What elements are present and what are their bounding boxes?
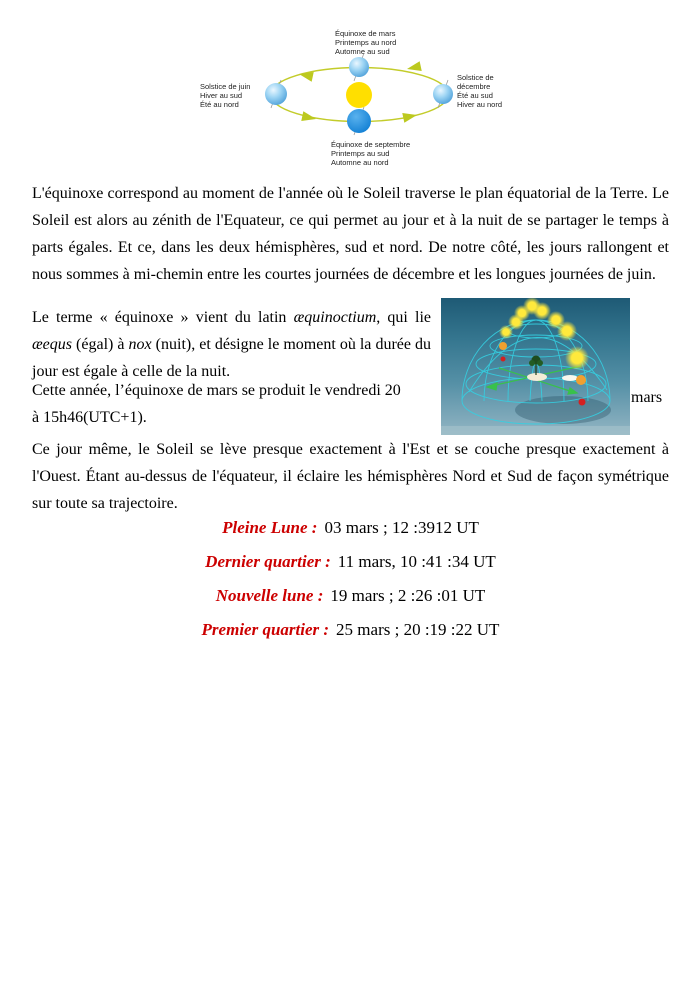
sea-foreground-strip [441, 426, 630, 435]
etymology-text-4: (nuit), et désigne le moment où la durée du jour est égale à celle de la nuit. [32, 336, 432, 380]
sun-orange-left-icon [499, 342, 507, 350]
sun-red-right-icon [579, 399, 586, 406]
label-march-line1: Équinoxe de mars [335, 29, 396, 38]
label-september-line1: Équinoxe de septembre [331, 140, 411, 149]
paragraph-etymology [32, 304, 431, 385]
paragraph-date-line1: Cette année, l’équinoxe de mars se produit le vendredi 20 [32, 382, 401, 399]
earth-june-icon [265, 83, 287, 105]
label-march-line3: Automne au sud [335, 47, 390, 56]
earth-march-icon [349, 57, 369, 77]
label-march-line2: Printemps au nord [335, 38, 397, 47]
label-september-line2: Printemps au sud [331, 149, 390, 158]
moon-phase-item-first-quarter [32, 616, 669, 643]
paragraph-sun-trajectory: Ce jour même, le Soleil se lève presque exactement à l'Est et se couche presque exactement à l'Ouest. Étant au-dessus de l'équateur, il éclaire les hémisphères Nord et Sud de façon symétrique sur toute sa trajectoire. [32, 441, 669, 512]
moon-phase-label: Nouvelle lune : [215, 586, 324, 605]
label-december-line4: Hiver au nord [457, 100, 503, 109]
moon-phase-label: Dernier quartier : [205, 552, 331, 571]
moon-phase-label: Premier quartier : [201, 620, 330, 639]
moon-phase-value: 03 mars ; 12 :3912 UT [324, 518, 479, 537]
label-june-line3: Été au nord [200, 100, 239, 109]
sun-path-dome-image [441, 298, 630, 435]
paragraph-date-wrap-word: mars [631, 389, 663, 406]
sun-orange-right-icon [576, 375, 586, 385]
label-december-line3: Été au sud [457, 91, 493, 100]
label-december-line1: Solstice de [457, 73, 494, 82]
white-marker-ellipse [562, 375, 578, 381]
etymology-latin-aequinoctium: æquinoctium [293, 309, 377, 326]
earth-september-icon [347, 109, 371, 133]
etymology-latin-aequs: æequs [32, 336, 72, 353]
etymology-text-3: (égal) à [72, 336, 129, 353]
label-june-line1: Solstice de juin [200, 82, 251, 91]
etymology-latin-nox: nox [128, 336, 152, 353]
etymology-text-2: , qui lie [376, 309, 432, 326]
moon-phase-item-new-moon [32, 582, 669, 609]
dome-shadow [515, 396, 611, 424]
moon-phase-item-full-moon [32, 514, 669, 541]
island-blob [527, 373, 547, 381]
etymology-text-1: Le terme « équinoxe » vient du latin [32, 309, 294, 326]
moon-phase-label: Pleine Lune : [222, 518, 318, 537]
moon-phases-list [32, 514, 669, 650]
sun-red-left-icon [501, 357, 506, 362]
moon-phase-value: 19 mars ; 2 :26 :01 UT [330, 586, 486, 605]
label-december-line2: décembre [457, 82, 491, 91]
arrow-bottom-right-icon [402, 110, 418, 123]
paragraph-date-line2: à 15h46(UTC+1). [32, 409, 147, 426]
moon-phase-value: 25 mars ; 20 :19 :22 UT [336, 620, 500, 639]
label-june-line2: Hiver au sud [200, 91, 243, 100]
arrow-top-left-icon [298, 69, 314, 82]
moon-phase-item-last-quarter [32, 548, 669, 575]
label-september-line3: Automne au nord [331, 158, 389, 167]
sun-icon [346, 82, 372, 108]
earth-december-icon [433, 84, 453, 104]
orbit-seasons-diagram [195, 22, 515, 172]
paragraph-equinox-intro: L'équinoxe correspond au moment de l'année où le Soleil traverse le plan équatorial de la Terre. Le Soleil est alors au zénith de l'Equateur, ce qui permet au jour et à la nuit de se partager le temps à parts égales. Et ce, dans les deux hémisphères, sud et nord. De notre côté, les jours rallongent et nous sommes à mi-chemin entre les courtes journées de décembre et les longues journées de juin. [32, 185, 669, 283]
moon-phase-value: 11 mars, 10 :41 :34 UT [337, 552, 496, 571]
